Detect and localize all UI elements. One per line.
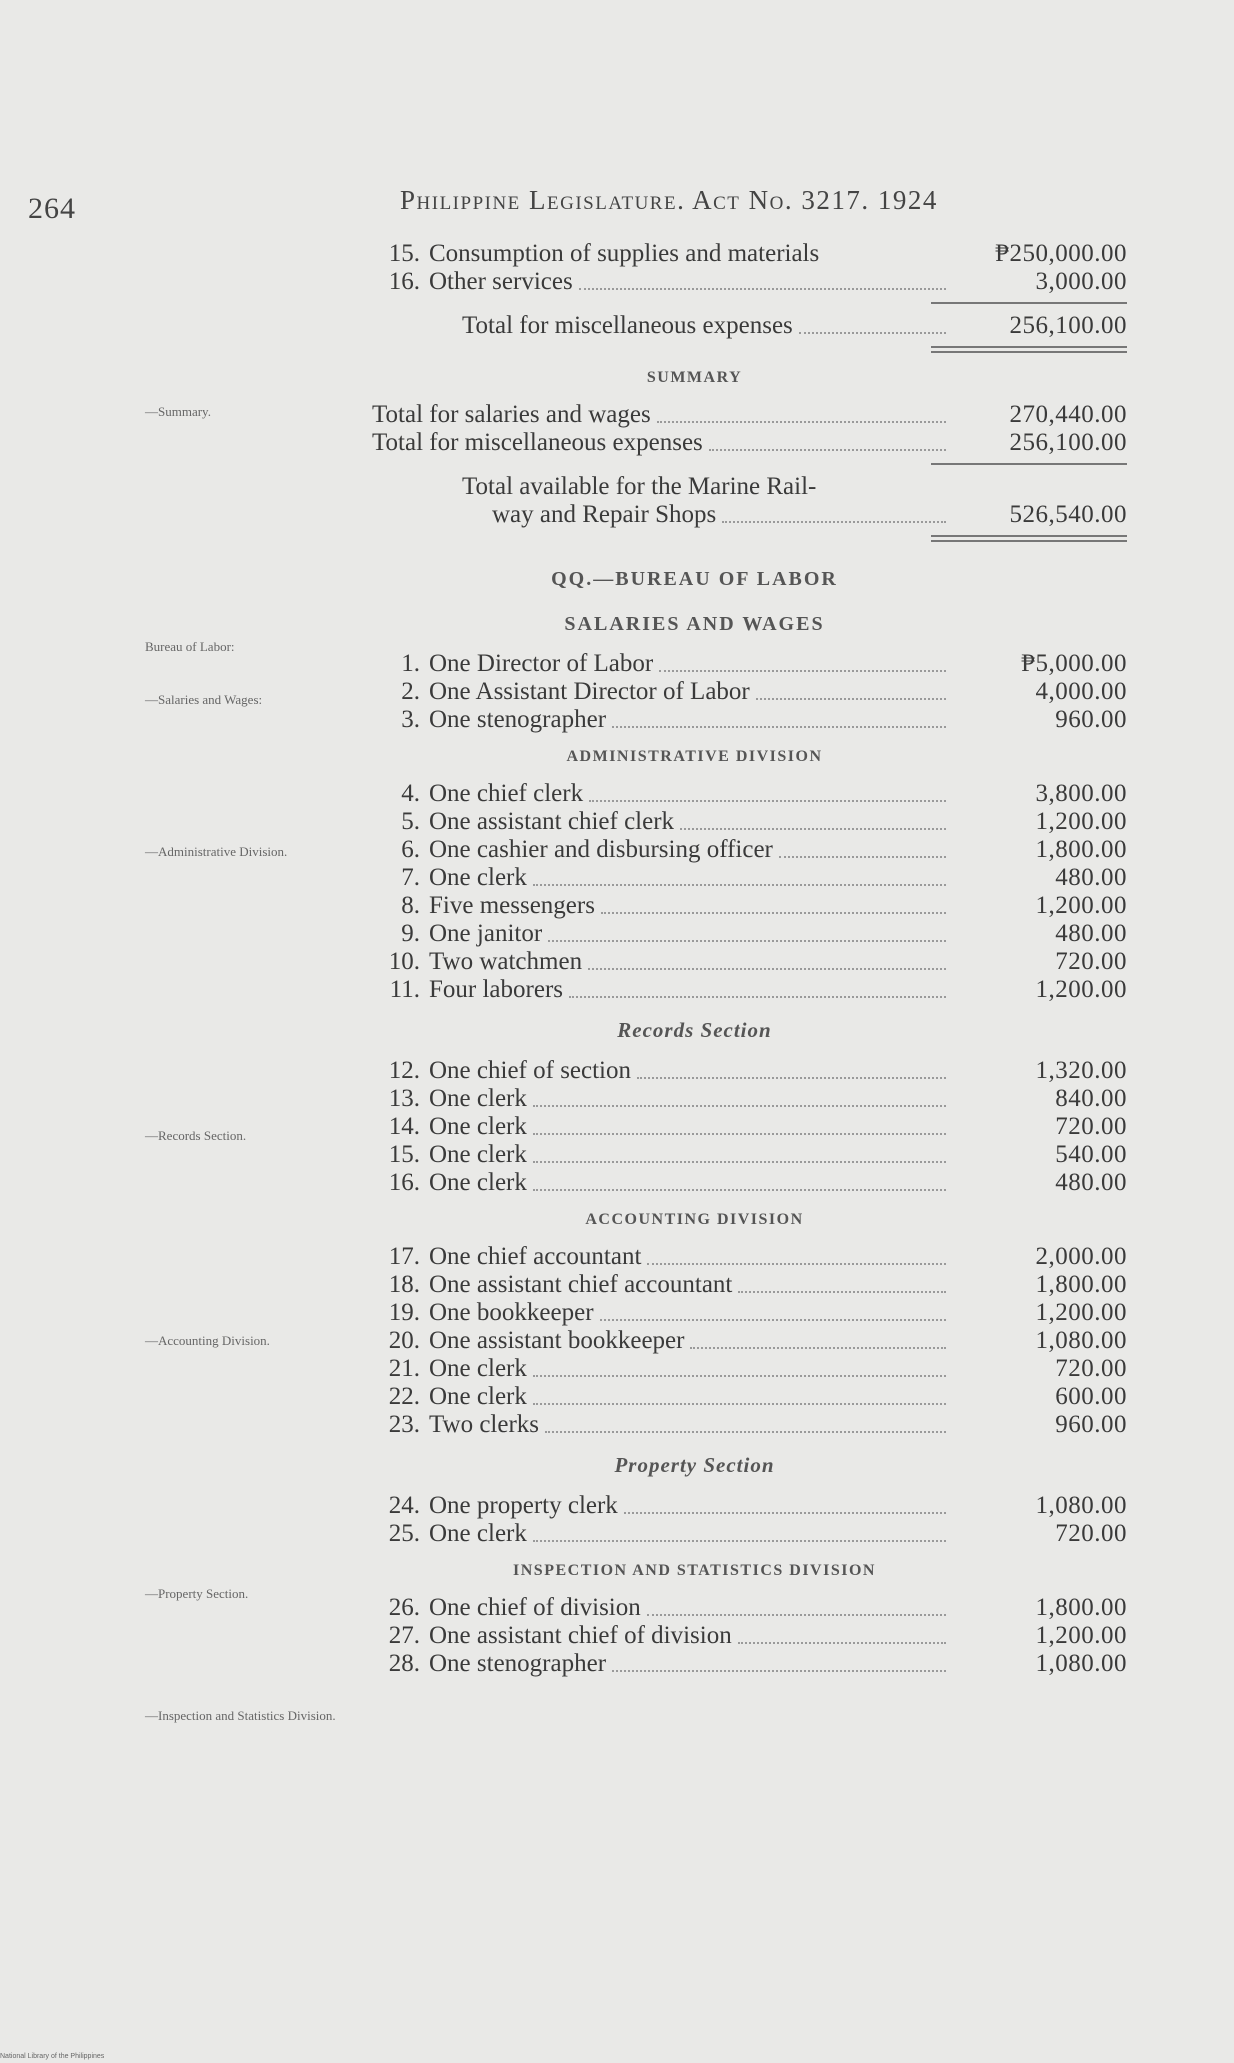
item-label: Four laborers — [429, 976, 563, 1003]
leader-dots — [533, 1373, 946, 1377]
running-head: Philippine Legislature. Act No. 3217. 1924 — [400, 185, 938, 215]
item-number: 6. — [401, 836, 420, 863]
item-amount: 480.00 — [1055, 864, 1127, 891]
leader-dots — [600, 1317, 946, 1321]
administrative-list — [372, 780, 1127, 1004]
leader-dots — [738, 1289, 946, 1293]
item-amount: 1,800.00 — [1035, 1271, 1127, 1298]
leader-dots — [659, 668, 946, 672]
rule — [931, 302, 1127, 304]
item-number: 7. — [401, 864, 420, 891]
leader-dots — [637, 1075, 946, 1079]
item-number: 23. — [388, 1411, 420, 1438]
leader-dots — [738, 1640, 946, 1644]
item-amount: 600.00 — [1055, 1383, 1127, 1410]
misc-total-row — [372, 312, 1127, 340]
margin-note-property: —Property Section. — [145, 1586, 249, 1601]
leader-dots — [612, 1668, 946, 1672]
item-amount: 480.00 — [1055, 1169, 1127, 1196]
line-item — [372, 1243, 1127, 1271]
item-amount: 3,800.00 — [1035, 780, 1127, 807]
item-amount: 1,080.00 — [1035, 1327, 1127, 1354]
item-label: One chief of section — [429, 1057, 632, 1084]
misc-items — [372, 240, 1127, 296]
summary-label: Total for miscellaneous expenses — [372, 429, 703, 456]
margin-note-salaries: —Salaries and Wages: — [145, 692, 263, 707]
item-label: One assistant chief clerk — [429, 808, 675, 835]
line-item — [372, 1520, 1127, 1548]
summary-total-label-1: Total available for the Marine Rail- — [462, 473, 817, 500]
line-item — [372, 1383, 1127, 1411]
property-list — [372, 1492, 1127, 1548]
item-number: 18. — [388, 1271, 420, 1298]
leader-dots — [647, 1612, 946, 1616]
item-amount: 1,800.00 — [1035, 836, 1127, 863]
summary-total-line1 — [372, 473, 1127, 501]
property-heading: Property Section — [614, 1453, 775, 1477]
leader-dots — [624, 1510, 946, 1514]
summary-amount: 256,100.00 — [1009, 429, 1127, 456]
item-label: One Director of Labor — [429, 650, 654, 677]
double-rule — [931, 346, 1127, 353]
leader-dots — [533, 1103, 946, 1107]
item-amount: 720.00 — [1055, 1113, 1127, 1140]
line-item — [372, 1271, 1127, 1299]
footer-credit: National Library of the Philippines — [0, 2053, 105, 2060]
item-number: 3. — [401, 706, 420, 733]
item-amount: 1,200.00 — [1035, 1299, 1127, 1326]
line-item — [372, 1085, 1127, 1113]
item-label: One assistant chief accountant — [429, 1271, 733, 1298]
item-number: 9. — [401, 920, 420, 947]
leader-dots — [647, 1261, 946, 1265]
item-number: 12. — [388, 1057, 420, 1084]
item-number: 1. — [401, 650, 420, 677]
item-number: 27. — [388, 1622, 420, 1649]
rule — [931, 463, 1127, 465]
leader-dots — [612, 724, 946, 728]
item-amount: 720.00 — [1055, 1520, 1127, 1547]
leader-dots — [533, 1187, 946, 1191]
summary-amount: 270,440.00 — [1009, 401, 1127, 428]
line-item — [372, 1594, 1127, 1622]
line-item — [372, 976, 1127, 1004]
leader-dots — [601, 910, 946, 914]
item-amount: 1,080.00 — [1035, 1492, 1127, 1519]
item-label: One clerk — [429, 1141, 527, 1168]
item-amount: 480.00 — [1055, 920, 1127, 947]
misc-total-label: Total for miscellaneous expenses — [462, 312, 793, 339]
margin-note-administrative: —Administrative Division. — [145, 844, 288, 859]
item-amount: 1,200.00 — [1035, 808, 1127, 835]
main-column — [372, 240, 1127, 1678]
inspection-list — [372, 1594, 1127, 1678]
item-amount: 720.00 — [1055, 1355, 1127, 1382]
item-amount: 840.00 — [1055, 1085, 1127, 1112]
summary-label: Total for salaries and wages — [372, 401, 651, 428]
margin-note-inspection: —Inspection and Statistics Division. — [145, 1708, 336, 1723]
item-label: One clerk — [429, 1169, 527, 1196]
margin-note-accounting: —Accounting Division. — [145, 1333, 270, 1348]
line-item — [372, 948, 1127, 976]
line-item — [372, 1622, 1127, 1650]
leader-dots — [756, 696, 946, 700]
leader-dots — [545, 1429, 946, 1433]
misc-total-amount: 256,100.00 — [1009, 312, 1127, 339]
item-number: 4. — [401, 780, 420, 807]
leader-dots — [579, 286, 946, 290]
line-item — [372, 1411, 1127, 1439]
leader-dots — [657, 419, 946, 423]
item-label: One janitor — [429, 920, 543, 947]
leader-dots — [533, 1401, 946, 1405]
records-list — [372, 1057, 1127, 1197]
item-number: 11. — [389, 976, 420, 1003]
item-label: One chief accountant — [429, 1243, 642, 1270]
margin-note-bureau: Bureau of Labor: — [145, 639, 235, 654]
item-number: 20. — [388, 1327, 420, 1354]
item-label: One bookkeeper — [429, 1299, 594, 1326]
leader-dots — [589, 798, 946, 802]
leader-dots — [690, 1345, 946, 1349]
line-item — [372, 1492, 1127, 1520]
salaries-heading: SALARIES AND WAGES — [564, 613, 825, 635]
leader-dots — [533, 1538, 946, 1542]
line-item — [372, 706, 1127, 734]
item-number: 25. — [388, 1520, 420, 1547]
margin-note-summary: —Summary. — [145, 404, 211, 419]
item-label: Two watchmen — [429, 948, 583, 975]
item-number: 2. — [401, 678, 420, 705]
line-item — [372, 240, 1127, 268]
double-rule — [931, 535, 1127, 542]
item-amount: 960.00 — [1055, 1411, 1127, 1438]
item-label: One clerk — [429, 1113, 527, 1140]
item-label: One stenographer — [429, 1650, 607, 1677]
item-label: One assistant chief of division — [429, 1622, 732, 1649]
item-label: Consumption of supplies and materials — [429, 240, 820, 267]
line-item — [372, 920, 1127, 948]
line-item — [372, 650, 1127, 678]
item-amount: ₱250,000.00 — [995, 240, 1127, 267]
item-number: 28. — [388, 1650, 420, 1677]
accounting-list — [372, 1243, 1127, 1439]
margin-note-records: —Records Section. — [145, 1128, 247, 1143]
item-number: 21. — [388, 1355, 420, 1382]
leader-dots — [533, 1131, 946, 1135]
item-number: 8. — [401, 892, 420, 919]
item-label: One chief of division — [429, 1594, 641, 1621]
summary-total-amount: 526,540.00 — [1009, 501, 1127, 528]
item-number: 19. — [388, 1299, 420, 1326]
item-number: 15. — [388, 240, 420, 267]
item-amount: 1,320.00 — [1035, 1057, 1127, 1084]
item-amount: 1,800.00 — [1035, 1594, 1127, 1621]
item-amount: 3,000.00 — [1035, 268, 1127, 295]
line-item — [372, 1113, 1127, 1141]
item-amount: 1,200.00 — [1035, 892, 1127, 919]
item-label: One property clerk — [429, 1492, 618, 1519]
item-number: 24. — [388, 1492, 420, 1519]
line-item — [372, 1169, 1127, 1197]
summary-row — [372, 401, 1127, 429]
accounting-heading: ACCOUNTING DIVISION — [585, 1211, 804, 1228]
line-item — [372, 268, 1127, 296]
line-item — [372, 678, 1127, 706]
item-label: One Assistant Director of Labor — [429, 678, 750, 705]
item-number: 10. — [388, 948, 420, 975]
item-label: One chief clerk — [429, 780, 584, 807]
item-amount: 4,000.00 — [1035, 678, 1127, 705]
item-number: 16. — [388, 268, 420, 295]
salaries-list — [372, 650, 1127, 734]
item-amount: 540.00 — [1055, 1141, 1127, 1168]
line-item — [372, 1355, 1127, 1383]
leader-dots — [533, 882, 946, 886]
item-amount: 960.00 — [1055, 706, 1127, 733]
item-amount: ₱5,000.00 — [1021, 650, 1127, 677]
item-label: One assistant bookkeeper — [429, 1327, 685, 1354]
summary-total-line2 — [372, 501, 1127, 529]
line-item — [372, 1650, 1127, 1678]
item-label: One clerk — [429, 1085, 527, 1112]
item-label: Two clerks — [429, 1411, 540, 1438]
leader-dots — [588, 966, 946, 970]
leader-dots — [548, 938, 946, 942]
item-number: 5. — [401, 808, 420, 835]
inspection-heading: INSPECTION AND STATISTICS DIVISION — [513, 1562, 876, 1579]
item-number: 17. — [388, 1243, 420, 1270]
item-number: 14. — [388, 1113, 420, 1140]
item-label: Other services — [429, 268, 573, 295]
line-item — [372, 892, 1127, 920]
summary-row — [372, 429, 1127, 457]
item-amount: 1,080.00 — [1035, 1650, 1127, 1677]
summary-total-label-2: way and Repair Shops — [492, 501, 717, 528]
line-item — [372, 864, 1127, 892]
page-number: 264 — [28, 192, 76, 225]
item-label: One clerk — [429, 864, 527, 891]
leader-dots — [709, 447, 946, 451]
line-item — [372, 1299, 1127, 1327]
item-amount: 720.00 — [1055, 948, 1127, 975]
records-heading: Records Section — [617, 1018, 772, 1042]
leader-dots — [779, 854, 946, 858]
item-label: Five messengers — [429, 892, 595, 919]
line-item — [372, 836, 1127, 864]
item-number: 13. — [388, 1085, 420, 1112]
leader-dots — [680, 826, 946, 830]
leader-dots — [533, 1159, 946, 1163]
item-number: 15. — [388, 1141, 420, 1168]
leader-dots — [569, 994, 946, 998]
item-label: One cashier and disbursing officer — [429, 836, 773, 863]
item-label: One clerk — [429, 1383, 527, 1410]
item-number: 26. — [388, 1594, 420, 1621]
leader-dots — [799, 330, 946, 334]
line-item — [372, 1141, 1127, 1169]
line-item — [372, 1327, 1127, 1355]
item-label: One clerk — [429, 1520, 527, 1547]
summary-heading: SUMMARY — [646, 369, 743, 386]
leader-dots — [722, 519, 946, 523]
item-amount: 2,000.00 — [1035, 1243, 1127, 1270]
item-label: One clerk — [429, 1355, 527, 1382]
item-number: 16. — [388, 1169, 420, 1196]
line-item — [372, 780, 1127, 808]
line-item — [372, 1057, 1127, 1085]
administrative-heading: ADMINISTRATIVE DIVISION — [566, 748, 823, 765]
item-label: One stenographer — [429, 706, 607, 733]
line-item — [372, 808, 1127, 836]
item-amount: 1,200.00 — [1035, 1622, 1127, 1649]
bureau-heading: QQ.—BUREAU OF LABOR — [551, 568, 838, 590]
item-amount: 1,200.00 — [1035, 976, 1127, 1003]
item-number: 22. — [388, 1383, 420, 1410]
